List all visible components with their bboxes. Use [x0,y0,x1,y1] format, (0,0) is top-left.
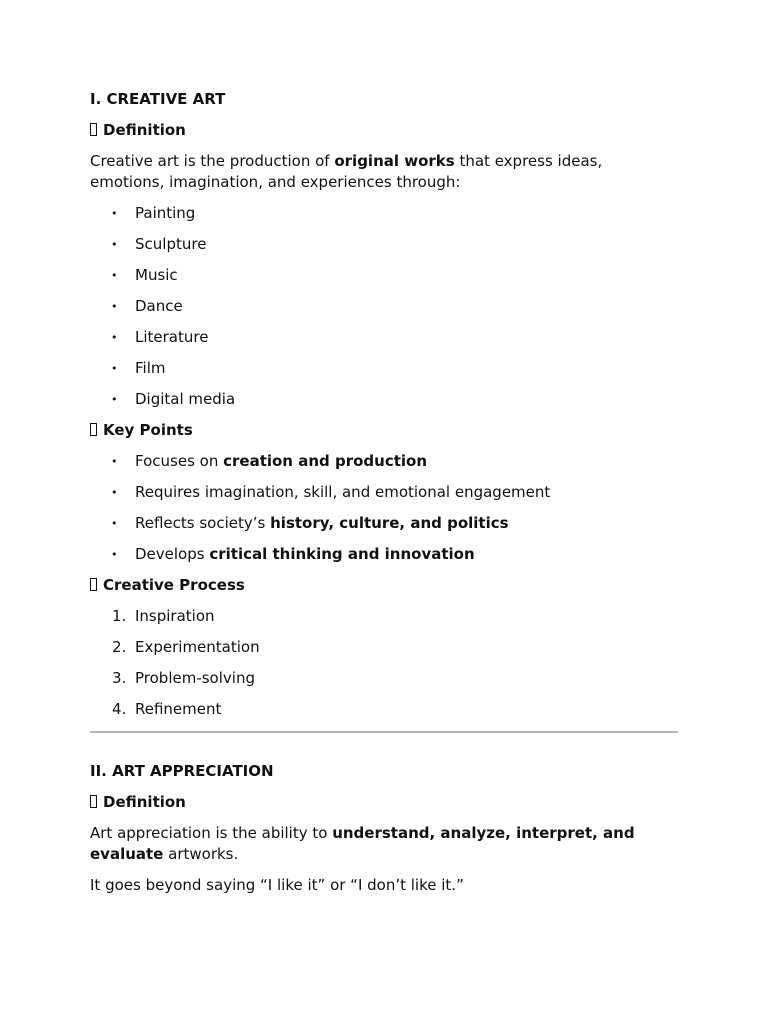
step-number: 4. [112,700,127,718]
key-point-text: Reflects society’s [135,514,271,532]
bullet-icon: • [111,331,118,344]
key-points-list [90,451,678,565]
key-points-heading-label: Key Points [103,421,193,439]
missing-glyph-box-icon [90,423,97,436]
definition-text-pre: Creative art is the production of [90,152,335,170]
media-item-label: Sculpture [135,235,207,253]
media-item-label: Film [135,359,166,377]
bullet-icon: • [111,486,118,499]
bullet-icon: • [111,548,118,561]
missing-glyph-box-icon [90,578,97,591]
bullet-icon: • [111,393,118,406]
bullet-icon: • [111,207,118,220]
creative-process-heading-label: Creative Process [103,576,245,594]
section-2-definition-heading [90,792,678,813]
list-item [90,451,678,472]
missing-glyph-box-icon [90,795,97,808]
step-number: 2. [112,638,127,656]
document-content [90,89,678,906]
definition-text-pre: Art appreciation is the ability to [90,824,333,842]
media-list [90,203,678,410]
bullet-icon: • [111,300,118,313]
list-item [90,389,678,410]
step-label: Problem-solving [135,669,255,687]
key-point-text: Develops [135,545,210,563]
section-2-note: It goes beyond saying “I like it” or “I don’t like it.” [90,876,464,894]
list-item [90,234,678,255]
key-points-heading [90,420,678,441]
definition-heading-label: Definition [103,793,186,811]
media-item-label: Digital media [135,390,236,408]
section-1-definition-text [90,151,678,193]
section-2-title: II. ART APPRECIATION [90,762,274,780]
list-item [90,482,678,503]
definition-text-bold: understand, analyze, interpret, and evaluate [90,824,635,863]
list-item [90,513,678,534]
bullet-icon: • [111,362,118,375]
definition-text-bold: original works [334,152,455,170]
key-point-text: Requires imagination, skill, and emotional engagement [135,483,551,501]
creative-process-heading [90,575,678,596]
key-point-bold: critical thinking and innovation [209,545,475,563]
missing-glyph-box-icon [90,123,97,136]
list-item [90,358,678,379]
media-item-label: Painting [135,204,196,222]
list-item [90,637,678,658]
key-point-bold: creation and production [223,452,428,470]
bullet-icon: • [111,517,118,530]
step-label: Inspiration [135,607,215,625]
section-2-definition-text [90,823,678,865]
list-item [90,606,678,627]
step-label: Refinement [135,700,222,718]
definition-text-post: artworks. [163,845,239,863]
list-item [90,544,678,565]
bullet-icon: • [111,238,118,251]
list-item [90,668,678,689]
step-label: Experimentation [135,638,260,656]
list-item [90,327,678,348]
bullet-icon: • [111,269,118,282]
key-point-text: Focuses on [135,452,224,470]
section-1-title: I. CREATIVE ART [90,90,226,108]
list-item [90,296,678,317]
media-item-label: Dance [135,297,183,315]
step-number: 1. [112,607,127,625]
definition-text-post: that express ideas, emotions, imagination, and experiences through: [90,152,603,191]
step-number: 3. [112,669,127,687]
media-item-label: Literature [135,328,209,346]
list-item [90,699,678,720]
list-item [90,265,678,286]
section-1-definition-heading [90,120,678,141]
creative-process-list [90,606,678,720]
media-item-label: Music [135,266,178,284]
key-point-bold: history, culture, and politics [270,514,509,532]
bullet-icon: • [111,455,118,468]
list-item [90,203,678,224]
section-divider [90,731,678,733]
definition-heading-label: Definition [103,121,186,139]
